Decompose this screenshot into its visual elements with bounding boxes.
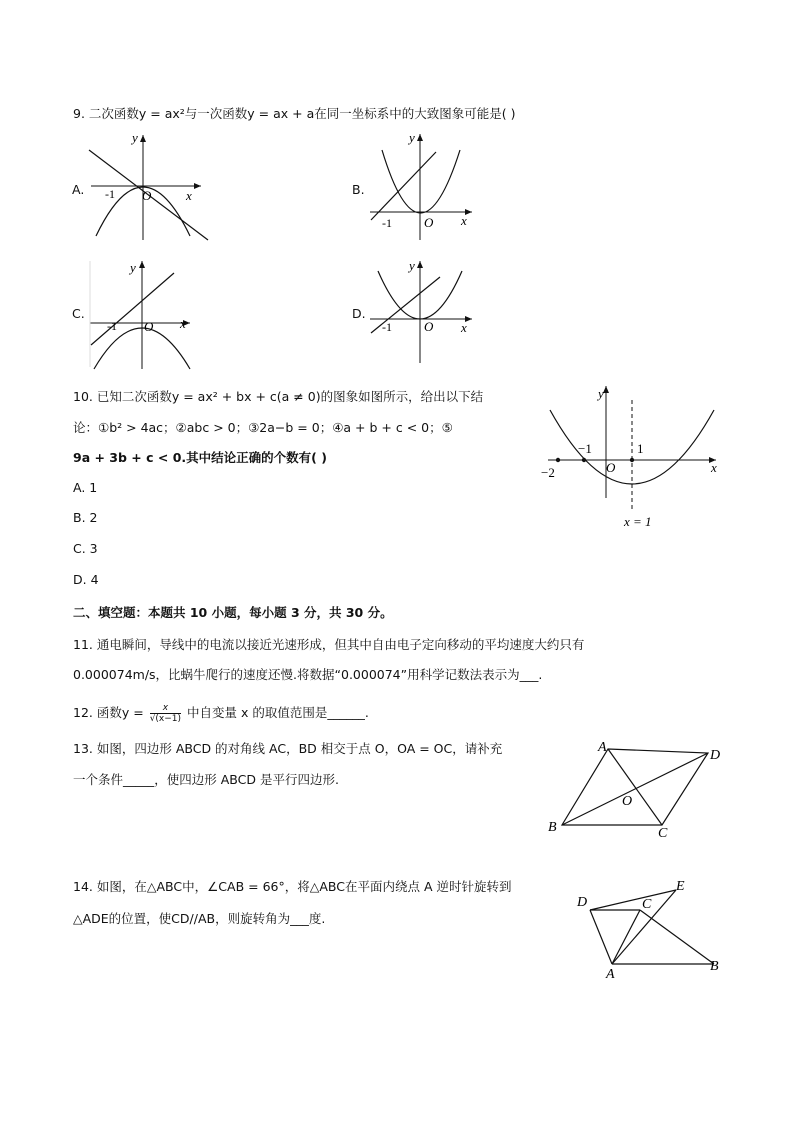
q14-line2: △ADE的位置，使CD//AB，则旋转角为___度. bbox=[73, 911, 326, 926]
q13-line2: 一个条件_____，使四边形 ABCD 是平行四边形. bbox=[73, 772, 339, 787]
q10-choice-c: C. 3 bbox=[73, 541, 98, 556]
q9d-x-label: x bbox=[461, 320, 467, 335]
q12-fraction bbox=[150, 703, 181, 724]
q12 bbox=[73, 703, 369, 724]
q14-point-c: C bbox=[642, 897, 652, 912]
q10-choice-a: A. 1 bbox=[73, 480, 98, 495]
q10-line2: 论：①b² > 4ac；②abc > 0；③2a−b = 0；④a + b + c < 0；⑤ bbox=[73, 420, 453, 435]
q10-x-label: x bbox=[711, 460, 717, 475]
q10-line1: 10. 已知二次函数y = ax² + bx + c(a ≠ 0)的图象如图所示，给出以下结 bbox=[73, 389, 484, 404]
q9c-origin-label: O bbox=[144, 319, 154, 334]
q9-stem: 9. 二次函数y = ax²与一次函数y = ax + a在同一坐标系中的大致图象可能是( ) bbox=[73, 106, 516, 121]
q13-point-o: O bbox=[622, 794, 633, 809]
q9c-y-label: y bbox=[130, 260, 136, 275]
q11-line1: 11. 通电瞬间，导线中的电流以接近光速形成，但其中自由电子定向移动的平均速度大约只有 bbox=[73, 637, 585, 652]
q14-point-e: E bbox=[676, 879, 685, 894]
q10-tick-1: 1 bbox=[637, 441, 644, 456]
q9c-x-label: x bbox=[180, 316, 186, 331]
q9-graph-c bbox=[88, 255, 198, 373]
q9b-x-label: x bbox=[461, 213, 467, 228]
q13-point-a: A bbox=[598, 740, 607, 755]
q9d-origin-label: O bbox=[424, 319, 434, 334]
q10-axis-of-symmetry-label: x = 1 bbox=[624, 514, 652, 529]
q9b-origin-label: O bbox=[424, 215, 434, 230]
section-2-heading: 二、填空题：本题共 10 小题，每小题 3 分，共 30 分。 bbox=[73, 605, 393, 620]
q9-graph-a bbox=[86, 130, 221, 245]
q9a-x-label: x bbox=[186, 188, 192, 203]
q9a-tick-label: -1 bbox=[105, 187, 115, 201]
q11-line2: 0.000074m/s，比蜗牛爬行的速度还慢.将数据“0.000074”用科学记数法表示为___. bbox=[73, 667, 543, 682]
q13-point-d: D bbox=[710, 748, 721, 763]
q10-y-label: y bbox=[598, 386, 604, 401]
q9-option-a-label: A. bbox=[72, 182, 85, 197]
q10-choice-d: D. 4 bbox=[73, 572, 99, 587]
q9a-origin-label: O bbox=[142, 188, 152, 203]
q10-tick-neg1: −1 bbox=[578, 441, 592, 456]
q13-line1: 13. 如图，四边形 ABCD 的对角线 AC，BD 相交于点 O，OA = OC，请补充 bbox=[73, 741, 503, 756]
q14-line1: 14. 如图，在△ABC中，∠CAB = 66°，将△ABC在平面内绕点 A 逆时针旋转到 bbox=[73, 879, 512, 894]
q13-point-b: B bbox=[548, 820, 557, 835]
q12-post: 中自变量 x 的取值范围是______. bbox=[187, 705, 369, 720]
q9c-tick-label: -1 bbox=[107, 319, 117, 333]
q9-graph-d bbox=[368, 255, 478, 367]
q9d-y-label: y bbox=[409, 258, 415, 273]
q14-point-d: D bbox=[577, 895, 588, 910]
q9-option-c-label: C. bbox=[72, 306, 85, 321]
q9b-tick-label: -1 bbox=[382, 216, 392, 230]
q14-figure bbox=[572, 876, 732, 981]
q9d-tick-label: -1 bbox=[382, 320, 392, 334]
q14-point-a: A bbox=[606, 967, 615, 981]
q13-figure bbox=[540, 735, 730, 840]
q13-point-c: C bbox=[658, 826, 668, 840]
q10-line3: 9a + 3b + c < 0.其中结论正确的个数有( ) bbox=[73, 450, 327, 465]
q9b-y-label: y bbox=[409, 130, 415, 145]
q9-option-d-label: D. bbox=[352, 306, 366, 321]
q12-numerator: x bbox=[150, 703, 181, 714]
q12-denominator: √(x−1) bbox=[149, 714, 182, 724]
q9-graph-b bbox=[368, 130, 478, 245]
q10-origin-label: O bbox=[606, 460, 616, 475]
q9-option-b-label: B. bbox=[352, 182, 365, 197]
q10-graph bbox=[538, 380, 728, 530]
q12-pre: 12. 函数y = bbox=[73, 705, 144, 720]
q10-tick-neg2: −2 bbox=[541, 465, 555, 480]
q10-choice-b: B. 2 bbox=[73, 510, 98, 525]
q9a-y-label: y bbox=[132, 130, 138, 145]
q14-point-b: B bbox=[710, 959, 719, 974]
